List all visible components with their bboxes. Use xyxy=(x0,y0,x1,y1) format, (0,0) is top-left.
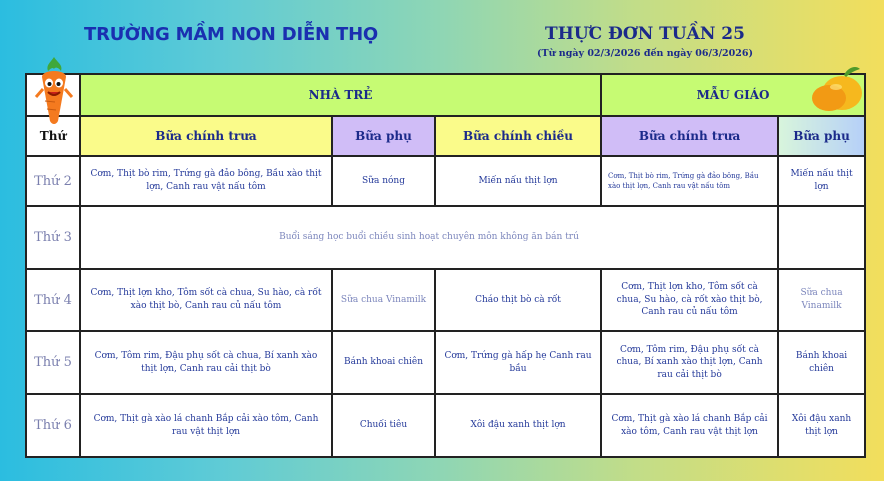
meal-cell: Sữa chua Vinamilk xyxy=(778,269,865,331)
meal-cell: Bánh khoai chiên xyxy=(778,331,865,394)
mango-icon xyxy=(808,63,866,117)
meal-cell: Cơm, Tôm rim, Đậu phụ sốt cà chua, Bí xanh xào thịt lợn, Canh rau cải thịt bò xyxy=(80,331,332,394)
day-label: Thứ 4 xyxy=(26,269,80,331)
meal-cell: Cơm, Tôm rim, Đậu phụ sốt cà chua, Bí xanh xào thịt lợn, Canh rau cải thịt bò xyxy=(601,331,778,394)
group-header-row xyxy=(26,74,865,116)
group-mau-giao-label: MẪU GIÁO xyxy=(696,88,770,102)
table-row xyxy=(26,269,865,331)
meal-cell: Sữa chua Vinamilk xyxy=(332,269,435,331)
meal-cell: Cơm, Thịt gà xào lá chanh Bắp cải xào tôm, Canh rau vật thịt lợn xyxy=(601,394,778,457)
carrot-mascot-icon xyxy=(33,55,75,127)
meal-cell: Xôi đậu xanh thịt lợn xyxy=(778,394,865,457)
school-name: TRƯỜNG MẦM NON DIỄN THỌ xyxy=(84,24,379,45)
col-mg-main: Bữa chính trưa xyxy=(601,116,778,156)
group-nha-tre: NHÀ TRẺ xyxy=(80,74,601,116)
meal-cell: Cơm, Thịt gà xào lá chanh Bắp cải xào tôm, Canh rau vật thịt lợn xyxy=(80,394,332,457)
group-mau-giao xyxy=(601,74,865,116)
menu-date-range: (Từ ngày 02/3/2026 đến ngày 06/3/2026) xyxy=(537,48,753,59)
col-nt-main: Bữa chính trưa xyxy=(80,116,332,156)
menu-title: THỰC ĐƠN TUẦN 25 xyxy=(545,24,745,44)
table-row xyxy=(26,206,865,269)
day-label: Thứ 2 xyxy=(26,156,80,206)
empty-cell xyxy=(778,206,865,269)
meal-cell: Sữa nóng xyxy=(332,156,435,206)
merged-note-cell: Buổi sáng học buổi chiều sinh hoạt chuyên môn không ăn bán trú xyxy=(80,206,778,269)
meal-cell: Xôi đậu xanh thịt lợn xyxy=(435,394,601,457)
table-row xyxy=(26,394,865,457)
table-row xyxy=(26,156,865,206)
col-nt-afternoon: Bữa chính chiều xyxy=(435,116,601,156)
meal-cell: Cơm, Thịt lợn kho, Tôm sốt cà chua, Su hào, cà rốt xào thịt bò, Canh rau củ nấu tôm xyxy=(80,269,332,331)
meal-cell: Cơm, Thịt bò rim, Trứng gà đảo bông, Bầu xào thịt lợn, Canh rau vật nấu tôm xyxy=(601,156,778,206)
column-header-row xyxy=(26,116,865,156)
meal-cell: Bánh khoai chiên xyxy=(332,331,435,394)
day-label: Thứ 5 xyxy=(26,331,80,394)
logo-cell xyxy=(26,74,80,116)
table-row xyxy=(26,331,865,394)
meal-cell: Miến nấu thịt lợn xyxy=(435,156,601,206)
meal-cell: Chuối tiêu xyxy=(332,394,435,457)
meal-cell: Cơm, Thịt lợn kho, Tôm sốt cà chua, Su hào, cà rốt xào thịt bò, Canh rau củ nấu tôm xyxy=(601,269,778,331)
day-label: Thứ 6 xyxy=(26,394,80,457)
meal-cell: Miến nấu thịt lợn xyxy=(778,156,865,206)
meal-cell: Cơm, Trứng gà hấp hẹ Canh rau bầu xyxy=(435,331,601,394)
col-mg-sub: Bữa phụ xyxy=(778,116,865,156)
menu-table xyxy=(25,73,866,458)
col-thu: Thứ xyxy=(26,116,80,156)
col-nt-sub: Bữa phụ xyxy=(332,116,435,156)
meal-cell: Cháo thịt bò cà rốt xyxy=(435,269,601,331)
day-label: Thứ 3 xyxy=(26,206,80,269)
meal-cell: Cơm, Thịt bò rim, Trứng gà đảo bông, Bầu xào thịt lợn, Canh rau vật nấu tôm xyxy=(80,156,332,206)
